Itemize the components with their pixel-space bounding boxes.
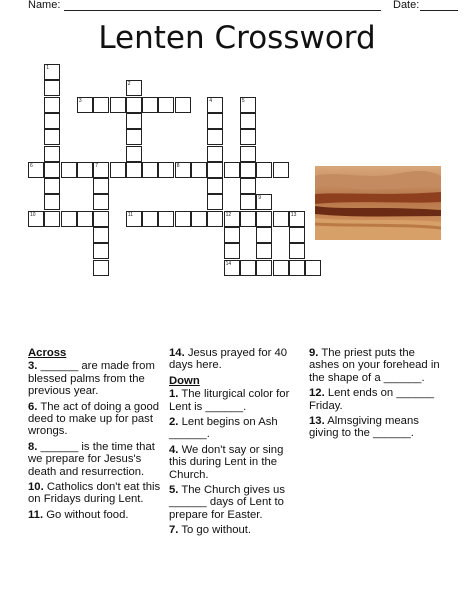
crossword-cell[interactable] [256, 260, 272, 276]
crossword-cell[interactable] [207, 97, 223, 113]
cell-number: 8 [176, 162, 180, 169]
cell-number: 7 [95, 162, 98, 169]
crossword-cell[interactable] [77, 162, 93, 178]
across-heading: Across [28, 347, 67, 359]
crossword-cell[interactable] [224, 243, 240, 259]
crossword-cell[interactable] [77, 211, 93, 227]
crossword-cell[interactable] [224, 227, 240, 243]
clue-across-14: 14. Jesus prayed for 40 days here. [169, 347, 288, 372]
crossword-cell[interactable] [93, 211, 109, 227]
crossword-cell[interactable] [93, 178, 109, 194]
clue-across-3: 3. ______ are made from blessed palms from the previous year. [28, 360, 155, 398]
crossword-cell[interactable] [142, 97, 158, 113]
crossword-cell[interactable] [44, 129, 60, 145]
down-heading: Down [169, 374, 200, 387]
clue-down-9: 9. The priest puts the ashes on your forehead in the shape of a ______. [309, 347, 440, 384]
crossword-cell[interactable] [93, 243, 109, 259]
crossword-cell[interactable] [175, 97, 191, 113]
crossword-cell[interactable] [44, 80, 60, 96]
crossword-cell[interactable] [44, 146, 60, 162]
crossword-cell[interactable] [44, 194, 60, 210]
clue-down-5: 5. The Church gives us ______ days of Lent to prepare for Easter. [169, 484, 285, 521]
crossword-cell[interactable] [256, 194, 272, 210]
clues-column-2 [169, 347, 299, 540]
crossword-cell[interactable] [110, 162, 126, 178]
crossword-cell[interactable] [126, 113, 142, 129]
cell-number: 3 [78, 97, 82, 104]
clues-column-3 [309, 347, 444, 443]
name-label: Name: [28, 0, 61, 11]
crossword-cell[interactable] [207, 194, 223, 210]
crossword-cell[interactable] [289, 211, 305, 227]
crossword-cell[interactable] [191, 211, 207, 227]
crossword-cell[interactable] [142, 162, 158, 178]
crossword-cell[interactable] [273, 162, 289, 178]
crossword-cell[interactable] [240, 113, 256, 129]
crossword-cell[interactable] [256, 243, 272, 259]
crossword-cell[interactable] [191, 162, 207, 178]
cell-number: 6 [30, 162, 33, 169]
crossword-cell[interactable] [44, 162, 60, 178]
crossword-cell[interactable] [256, 227, 272, 243]
crossword-cell[interactable] [224, 260, 240, 276]
crossword-cell[interactable] [44, 64, 60, 80]
crossword-cell[interactable] [224, 162, 240, 178]
crossword-cell[interactable] [207, 162, 223, 178]
crossword-cell[interactable] [289, 260, 305, 276]
crossword-cell[interactable] [158, 162, 174, 178]
crossword-cell[interactable] [207, 129, 223, 145]
crossword-cell[interactable] [126, 146, 142, 162]
crossword-cell[interactable] [126, 80, 142, 96]
crossword-cell[interactable] [256, 162, 272, 178]
crossword-cell[interactable] [44, 97, 60, 113]
crossword-cell[interactable] [240, 146, 256, 162]
clues-column-1 [28, 347, 162, 524]
crossword-cell[interactable] [207, 146, 223, 162]
crossword-cell[interactable] [256, 211, 272, 227]
crossword-cell[interactable] [273, 260, 289, 276]
crossword-cell[interactable] [44, 211, 60, 227]
crossword-cell[interactable] [207, 178, 223, 194]
crossword-cell[interactable] [240, 162, 256, 178]
crossword-cell[interactable] [93, 227, 109, 243]
crossword-cell[interactable] [240, 211, 256, 227]
crossword-cell[interactable] [289, 227, 305, 243]
crossword-cell[interactable] [240, 129, 256, 145]
crossword-cell[interactable] [44, 178, 60, 194]
crossword-cell[interactable] [93, 162, 109, 178]
cell-number: 9 [258, 195, 261, 202]
crossword-cell[interactable] [175, 211, 191, 227]
cell-number: 12 [225, 211, 232, 218]
cell-number: 4 [209, 97, 213, 104]
crossword-cell[interactable] [126, 97, 142, 113]
crossword-cell[interactable] [289, 243, 305, 259]
cell-number: 10 [30, 211, 36, 218]
crossword-cell[interactable] [305, 260, 321, 276]
crossword-cell[interactable] [126, 162, 142, 178]
crossword-cell[interactable] [61, 162, 77, 178]
crossword-cell[interactable] [240, 97, 256, 113]
crossword-cell[interactable] [93, 97, 109, 113]
cell-number: 5 [241, 97, 245, 104]
crossword-cell[interactable] [240, 260, 256, 276]
clue-down-12: 12. Lent ends on ______ Friday. [309, 387, 435, 412]
clue-across-10: 10. Catholics don't eat this on Fridays during Lent. [28, 481, 161, 506]
crossword-cell[interactable] [110, 97, 126, 113]
crossword-cell[interactable] [175, 162, 191, 178]
clue-across-8: 8. ______ is the time that we prepare for Jesus's death and resurrection. [28, 440, 155, 478]
crossword-cell[interactable] [93, 260, 109, 276]
clue-across-6: 6. The act of doing a good deed to make up for past wrongs. [28, 400, 160, 438]
crossword-cell[interactable] [207, 113, 223, 129]
crossword-cell[interactable] [93, 194, 109, 210]
crossword-cell[interactable] [44, 113, 60, 129]
crossword-cell[interactable] [273, 211, 289, 227]
crossword-cell[interactable] [207, 211, 223, 227]
crossword-cell[interactable] [158, 97, 174, 113]
crossword-cell[interactable] [28, 211, 44, 227]
clue-down-7: 7. To go without. [169, 524, 252, 537]
bread-loaf-image [315, 166, 441, 240]
crossword-cell[interactable] [224, 211, 240, 227]
clue-down-1: 1. The liturgical color for Lent is ______. [169, 388, 290, 413]
cell-number: 11 [127, 211, 133, 218]
crossword-cell[interactable] [158, 211, 174, 227]
cell-number: 14 [225, 260, 232, 267]
cell-number: 1 [46, 65, 50, 71]
clue-down-13: 13. Almsgiving means giving to the ______. [309, 415, 419, 440]
date-label: Date: [393, 0, 420, 11]
cell-number: 2 [127, 81, 131, 88]
clue-down-4: 4. We don't say or sing this during Lent in the Church. [169, 443, 284, 481]
crossword-cell[interactable] [77, 97, 93, 113]
crossword-cell[interactable] [126, 129, 142, 145]
crossword-cell[interactable] [240, 194, 256, 210]
clue-across-11: 11. Go without food. [28, 508, 129, 521]
cell-number: 13 [290, 211, 297, 218]
crossword-cell[interactable] [28, 162, 44, 178]
crossword-cell[interactable] [126, 211, 142, 227]
crossword-cell[interactable] [142, 211, 158, 227]
crossword-cell[interactable] [240, 178, 256, 194]
page-title: Lenten Crossword [98, 20, 376, 56]
crossword-cell[interactable] [61, 211, 77, 227]
clue-down-2: 2. Lent begins on Ash ______. [169, 416, 278, 441]
